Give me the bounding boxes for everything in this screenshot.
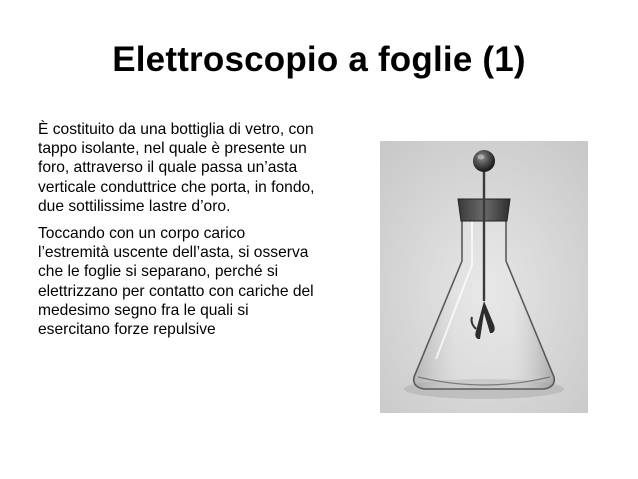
- paragraph-description: È costituito da una bottiglia di vetro, con tappo isolante, nel quale è presente un foro, attraverso il quale passa un’asta verticale conduttrice che porta, in fondo, due sottilissime lastre d’oro.: [38, 121, 315, 215]
- slide-title: Elettroscopio a foglie (1): [112, 40, 526, 79]
- body-text: [38, 120, 320, 347]
- electroscope-photo: [380, 141, 588, 413]
- paragraph-explanation: Toccando con un corpo carico l’estremità uscente dell’asta, si osserva che le foglie si separano, perché si elettrizzano per contatto con cariche del medesimo segno fra le quali si esercitano forze repulsive: [38, 225, 314, 339]
- electroscope-icon: [380, 141, 588, 413]
